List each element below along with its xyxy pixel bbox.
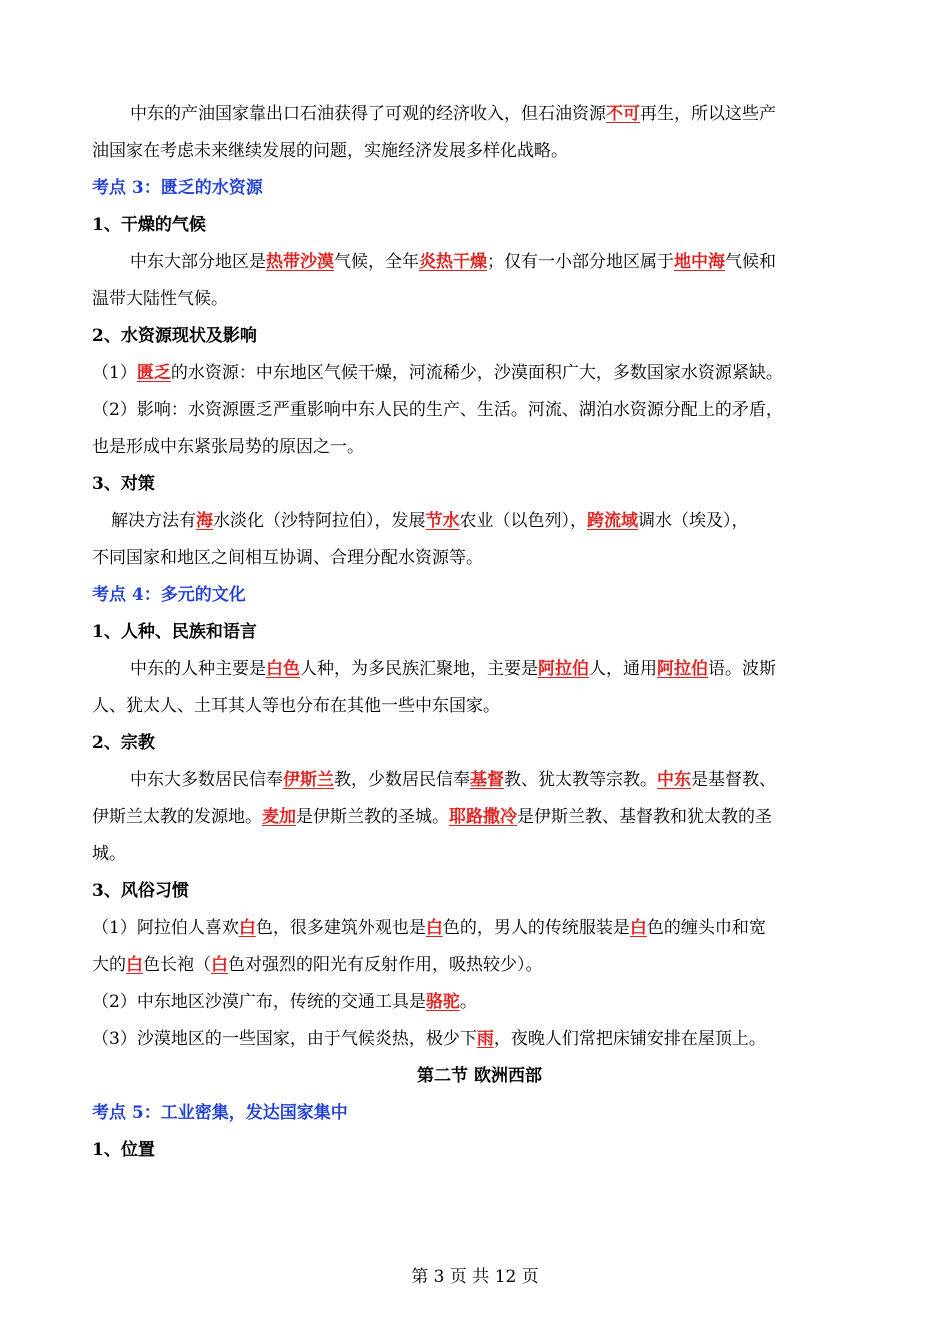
paragraph <box>92 503 867 540</box>
key-term: 跨流域 <box>587 511 638 531</box>
key-term: 阿拉伯 <box>657 659 708 679</box>
text-run: ，夜晚人们常把床铺安排在屋顶上。 <box>493 1029 766 1049</box>
text-run: 气候，全年 <box>334 252 419 272</box>
key-term: 白 <box>211 955 228 975</box>
paragraph <box>92 910 867 947</box>
key-term: 伊斯兰 <box>283 770 334 790</box>
text-run: 语。波斯 <box>708 659 776 679</box>
text-run: 是伊斯兰教、基督教和犹太教的圣 <box>517 807 772 827</box>
key-term: 耶路撒冷 <box>449 807 517 827</box>
text-run: 中东大多数居民信奉 <box>130 770 283 790</box>
text-run: 调水（埃及）， <box>638 511 749 531</box>
text-run: （2）中东地区沙漠广布，传统的交通工具是 <box>92 992 426 1012</box>
text-run: 的水资源：中东地区气候干燥，河流稀少，沙漠面积广大，多数国家水资源紧缺。 <box>170 363 783 383</box>
paragraph <box>92 540 867 577</box>
key-term: 白 <box>238 918 256 938</box>
key-term: 炎热干燥 <box>419 252 487 272</box>
text-run: 农业（以色列）， <box>459 511 587 531</box>
key-term: 阿拉伯 <box>538 659 589 679</box>
exam-point-heading: 考点 5：工业密集，发达国家集中 <box>92 1103 348 1123</box>
text-run: 中东的人种主要是 <box>130 659 266 679</box>
text-run: 温带大陆性气候。 <box>92 289 228 309</box>
text-run: 人种，为多民族汇聚地，主要是 <box>300 659 538 679</box>
exam-point-heading: 考点 4：多元的文化 <box>92 585 246 605</box>
section-heading: 1、干燥的气候 <box>92 215 206 235</box>
text-run: 教、犹太教等宗教。 <box>504 770 657 790</box>
text-run: 水淡化（沙特阿拉伯），发展 <box>213 511 426 531</box>
paragraph <box>92 836 867 873</box>
paragraph <box>92 244 867 281</box>
key-term: 白色 <box>266 659 300 679</box>
key-term: 基督 <box>470 770 504 790</box>
document-page <box>92 96 867 1169</box>
paragraph <box>92 96 867 133</box>
text-run: （2）影响：水资源匮乏严重影响中东人民的生产、生活。河流、湖泊水资源分配上的矛盾， <box>92 400 783 420</box>
key-term: 白 <box>425 918 443 938</box>
key-term: 不可 <box>606 104 640 124</box>
paragraph <box>92 688 867 725</box>
chapter-section-title: 第二节 欧洲西部 <box>417 1066 542 1086</box>
text-run: 油国家在考虑未来继续发展的问题，实施经济发展多样化战略。 <box>92 141 568 161</box>
key-term: 雨 <box>476 1029 494 1049</box>
key-term: 节水 <box>425 511 460 531</box>
text-run: 色的缠头巾和宽 <box>646 918 766 938</box>
text-run: 教，少数居民信奉 <box>334 770 470 790</box>
paragraph <box>92 651 867 688</box>
exam-point-heading: 考点 3：匮乏的水资源 <box>92 178 263 198</box>
text-run: 中东大部分地区是 <box>130 252 266 272</box>
text-run: 伊斯兰太教的发源地。 <box>92 807 262 827</box>
text-run: （3）沙漠地区的一些国家，由于气候炎热，极少下 <box>92 1029 477 1049</box>
text-run: 解决方法有 <box>111 511 196 531</box>
paragraph <box>92 355 867 392</box>
paragraph <box>92 429 867 466</box>
section-heading: 2、宗教 <box>92 733 155 753</box>
text-run: 中东的产油国家靠出口石油获得了可观的经济收入，但石油资源 <box>130 104 606 124</box>
text-run: 再生，所以这些产 <box>640 104 776 124</box>
key-term: 白 <box>126 955 143 975</box>
text-run: （1） <box>92 363 137 383</box>
key-term: 匮乏 <box>136 363 171 383</box>
paragraph <box>92 799 867 836</box>
text-run: 人、犹太人、土耳其人等也分布在其他一些中东国家。 <box>92 696 500 716</box>
text-run: 也是形成中东紧张局势的原因之一。 <box>92 437 364 457</box>
section-heading: 1、人种、民族和语言 <box>92 622 257 642</box>
text-run: 气候和 <box>725 252 776 272</box>
text-run: 色的，男人的传统服装是 <box>442 918 630 938</box>
key-term: 骆驼 <box>425 992 460 1012</box>
paragraph <box>92 1021 867 1058</box>
section-heading: 2、水资源现状及影响 <box>92 326 257 346</box>
text-run: 色，很多建筑外观也是 <box>255 918 426 938</box>
page-footer: 第 3 页 共 12 页 <box>411 1267 539 1287</box>
key-term: 麦加 <box>262 807 296 827</box>
key-term: 海 <box>196 511 213 531</box>
text-run: 人，通用 <box>589 659 657 679</box>
key-term: 中东 <box>657 770 691 790</box>
text-run: 不同国家和地区之间相互协调、合理分配水资源等。 <box>92 548 483 568</box>
text-run: 色长袍（ <box>143 955 211 975</box>
text-run: 是伊斯兰教的圣城。 <box>296 807 449 827</box>
paragraph <box>92 762 867 799</box>
text-run: 大的 <box>92 955 126 975</box>
key-term: 地中海 <box>674 252 725 272</box>
section-heading: 3、风俗习惯 <box>92 881 189 901</box>
paragraph <box>92 984 867 1021</box>
key-term: 热带沙漠 <box>266 252 334 272</box>
text-run: （1）阿拉伯人喜欢 <box>92 918 239 938</box>
paragraph <box>92 133 867 170</box>
paragraph <box>92 392 867 429</box>
text-run: 是基督教、 <box>691 770 776 790</box>
key-term: 白 <box>629 918 647 938</box>
paragraph <box>92 947 867 984</box>
text-run: 。 <box>459 992 477 1012</box>
paragraph <box>92 281 867 318</box>
text-run: 城。 <box>92 844 126 864</box>
section-heading: 1、位置 <box>92 1140 155 1160</box>
text-run: 色对强烈的阳光有反射作用，吸热较少）。 <box>228 955 543 975</box>
section-heading: 3、对策 <box>92 474 155 494</box>
text-run: ；仅有一小部分地区属于 <box>487 252 674 272</box>
